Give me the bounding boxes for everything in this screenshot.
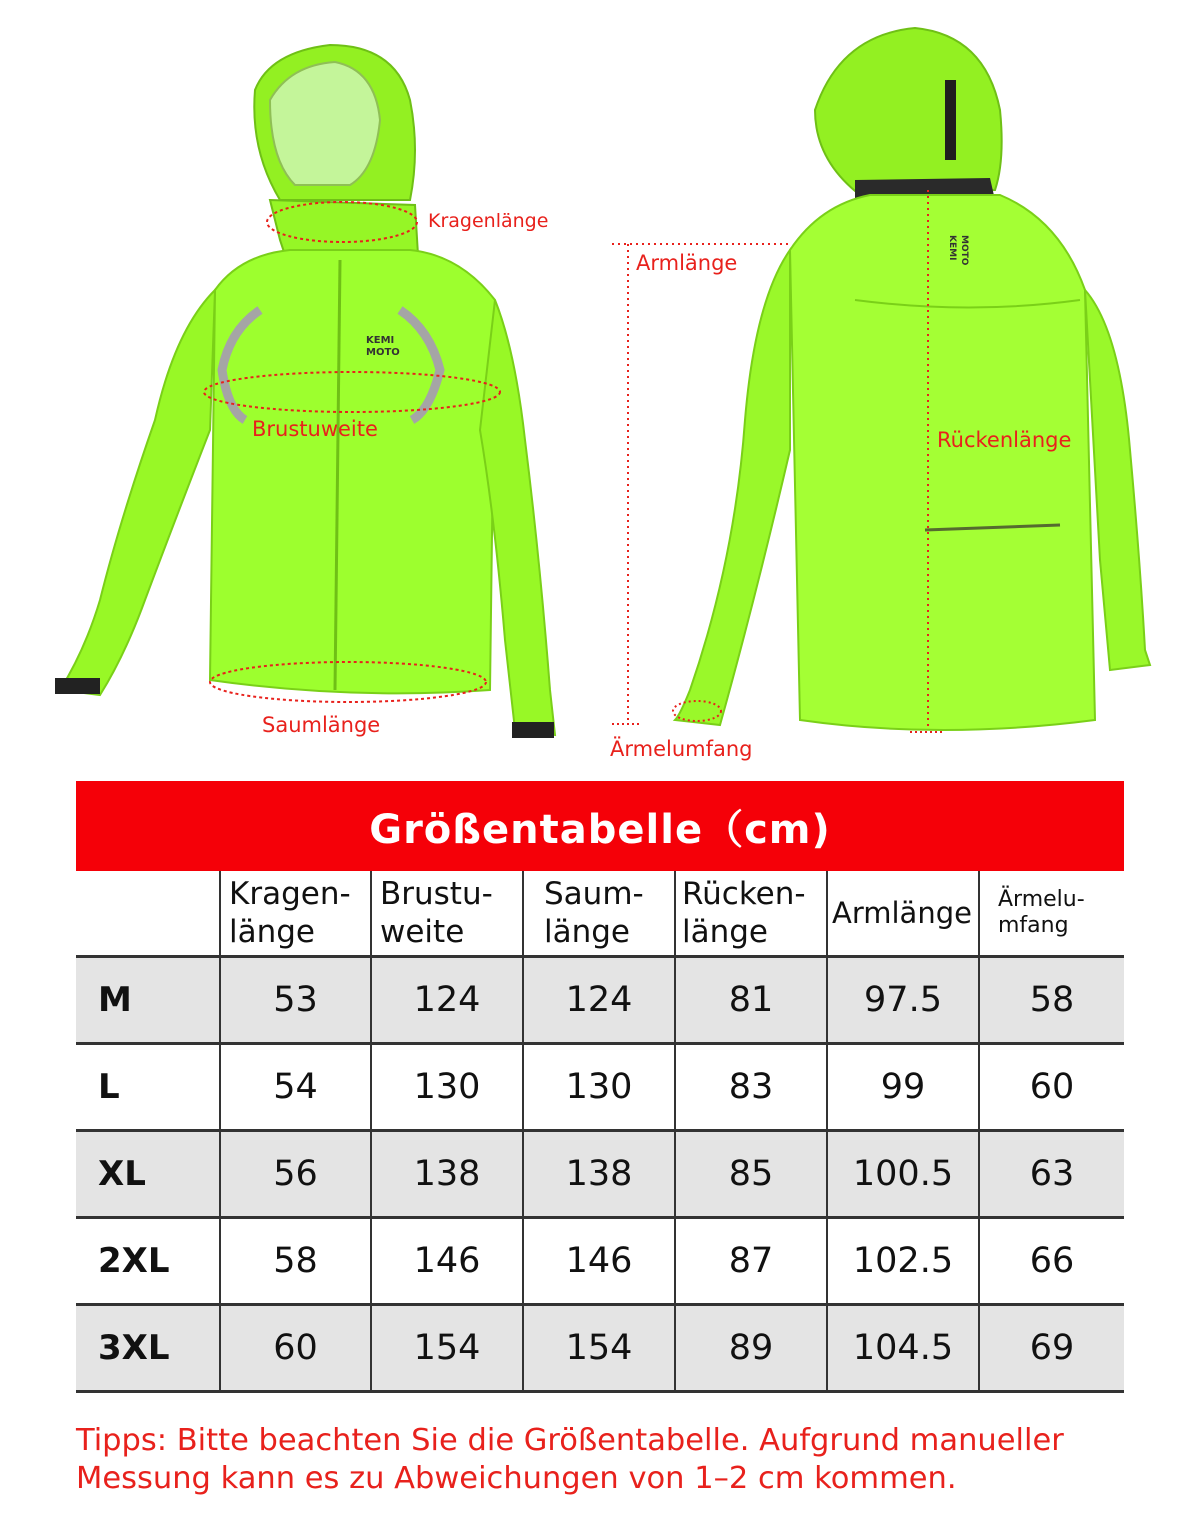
value-cell: 60 xyxy=(220,1305,371,1392)
svg-text:KEMI: KEMI xyxy=(947,235,957,261)
tips-line-2: Messung kann es zu Abweichungen von 1–2 cm kommen. xyxy=(76,1461,957,1496)
value-cell: 69 xyxy=(979,1305,1124,1392)
header-rueckenlaenge: Rücken- länge xyxy=(675,871,827,957)
svg-text:MOTO: MOTO xyxy=(959,235,969,266)
size-cell: 2XL xyxy=(76,1218,220,1305)
value-cell: 124 xyxy=(523,957,675,1044)
value-cell: 53 xyxy=(220,957,371,1044)
value-cell: 89 xyxy=(675,1305,827,1392)
value-cell: 66 xyxy=(979,1218,1124,1305)
value-cell: 154 xyxy=(371,1305,523,1392)
size-cell: XL xyxy=(76,1131,220,1218)
value-cell: 130 xyxy=(371,1044,523,1131)
header-kragenlaenge: Kragen- länge xyxy=(220,871,371,957)
header-brustweite: Brustu- weite xyxy=(371,871,523,957)
value-cell: 104.5 xyxy=(827,1305,979,1392)
size-grid xyxy=(76,871,1124,1393)
front-jacket xyxy=(55,45,555,738)
value-cell: 56 xyxy=(220,1131,371,1218)
value-cell: 87 xyxy=(675,1218,827,1305)
brustweite-label: Brustuweite xyxy=(252,417,378,441)
table-row xyxy=(76,1131,1124,1218)
svg-text:KEMI: KEMI xyxy=(366,335,395,346)
value-cell: 83 xyxy=(675,1044,827,1131)
size-cell: L xyxy=(76,1044,220,1131)
size-cell: 3XL xyxy=(76,1305,220,1392)
header-aermelumfang: Ärmelu- mfang xyxy=(979,871,1124,957)
value-cell: 130 xyxy=(523,1044,675,1131)
size-cell: M xyxy=(76,957,220,1044)
saumlaenge-label: Saumlänge xyxy=(262,713,381,737)
value-cell: 146 xyxy=(523,1218,675,1305)
back-jacket xyxy=(612,28,1150,732)
header-row xyxy=(76,871,1124,957)
value-cell: 58 xyxy=(979,957,1124,1044)
value-cell: 100.5 xyxy=(827,1131,979,1218)
value-cell: 138 xyxy=(523,1131,675,1218)
value-cell: 154 xyxy=(523,1305,675,1392)
value-cell: 63 xyxy=(979,1131,1124,1218)
table-row xyxy=(76,1044,1124,1131)
size-table xyxy=(76,781,1124,1393)
tips-line-1: Tipps: Bitte beachten Sie die Größentabelle. Aufgrund manueller xyxy=(76,1423,1064,1458)
value-cell: 124 xyxy=(371,957,523,1044)
table-row xyxy=(76,1305,1124,1392)
value-cell: 58 xyxy=(220,1218,371,1305)
value-cell: 81 xyxy=(675,957,827,1044)
header-size xyxy=(76,871,220,957)
value-cell: 85 xyxy=(675,1131,827,1218)
tips-note xyxy=(76,1422,1136,1498)
armlaenge-label: Armlänge xyxy=(636,251,738,275)
kragenlaenge-label: Kragenlänge xyxy=(428,210,549,232)
value-cell: 146 xyxy=(371,1218,523,1305)
header-armlaenge: Armlänge xyxy=(827,871,979,957)
table-row xyxy=(76,957,1124,1044)
svg-text:MOTO: MOTO xyxy=(366,347,400,358)
rueckenlaenge-label: Rückenlänge xyxy=(937,428,1072,452)
value-cell: 54 xyxy=(220,1044,371,1131)
aermelumfang-label: Ärmelumfang xyxy=(610,737,753,761)
value-cell: 102.5 xyxy=(827,1218,979,1305)
table-row xyxy=(76,1218,1124,1305)
value-cell: 138 xyxy=(371,1131,523,1218)
value-cell: 97.5 xyxy=(827,957,979,1044)
header-saumlaenge: Saum- länge xyxy=(523,871,675,957)
value-cell: 99 xyxy=(827,1044,979,1131)
value-cell: 60 xyxy=(979,1044,1124,1131)
table-title: Größentabelle（cm) xyxy=(76,781,1124,871)
